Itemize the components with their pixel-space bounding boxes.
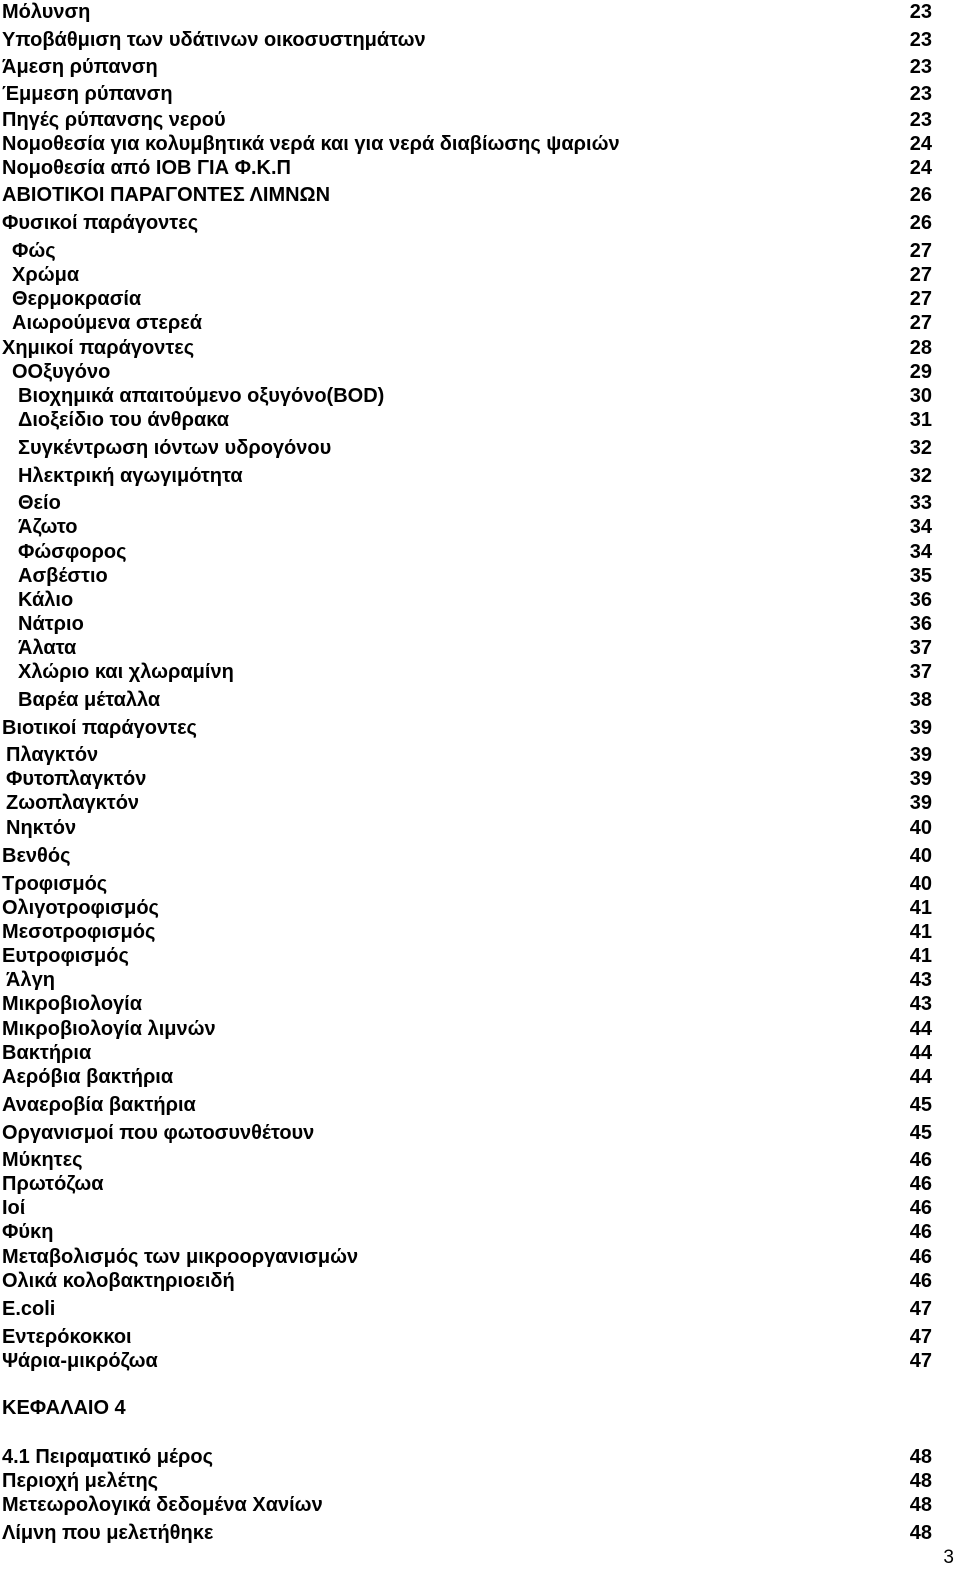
- toc-entry: [0, 844, 932, 868]
- toc-entry-page: 37: [909, 637, 932, 659]
- toc-entry-page: 27: [909, 264, 932, 286]
- toc-entry-page: 48: [909, 1470, 932, 1492]
- toc-entry-page: 23: [909, 1, 932, 23]
- toc-entry-page: 39: [909, 717, 932, 739]
- toc-entry-title: Μεσοτροφισμός: [2, 921, 156, 943]
- toc-entry: [0, 1349, 932, 1373]
- toc-entry-title: Τροφισμός: [2, 873, 108, 895]
- toc-entry-page: 33: [909, 492, 932, 514]
- toc-entry: [0, 816, 932, 840]
- toc-entry: [0, 211, 932, 235]
- toc-entry-title: Θερμοκρασία: [12, 288, 142, 310]
- toc-entry-title: Ηλεκτρική αγωγιμότητα: [18, 465, 243, 487]
- toc-entry: [0, 28, 932, 52]
- toc-entry-title: Φυσικοί παράγοντες: [2, 212, 199, 234]
- toc-entry-page: 43: [909, 993, 932, 1015]
- toc-entry-title: Βενθός: [2, 845, 71, 867]
- toc-entry-title: Κάλιο: [18, 589, 74, 611]
- toc-entry-title: Ευτροφισμός: [2, 945, 129, 967]
- toc-entry-page: 48: [909, 1494, 932, 1516]
- toc-entry-title: ΚΕΦΑΛΑΙΟ 4: [2, 1397, 126, 1419]
- toc-entry-page: 45: [909, 1094, 932, 1116]
- toc-entry-title: Ασβέστιο: [18, 565, 108, 587]
- toc-entry-page: 27: [909, 312, 932, 334]
- toc-entry: [0, 1093, 932, 1117]
- toc-entry: [0, 132, 932, 156]
- toc-entry-title: Διοξείδιο του άνθρακα: [18, 409, 230, 431]
- toc-entry-title: Νάτριο: [18, 613, 84, 635]
- toc-entry-title: ΑΒΙΟΤΙΚΟΙ ΠΑΡΑΓΟΝΤΕΣ ΛΙΜΝΩΝ: [2, 184, 331, 206]
- toc-entry: [0, 287, 932, 311]
- toc-entry-page: 36: [909, 613, 932, 635]
- toc-entry: [0, 1196, 932, 1220]
- toc-entry-title: Μετεωρολογικά δεδομένα Χανίων: [2, 1494, 323, 1516]
- toc-entry-page: 29: [909, 361, 932, 383]
- toc-entry: [0, 1245, 932, 1269]
- toc-entry-page: 23: [909, 83, 932, 105]
- toc-entry: [0, 564, 932, 588]
- toc-entry: [0, 1445, 932, 1469]
- toc-entry-page: 48: [909, 1522, 932, 1544]
- toc-entry: [0, 1065, 932, 1089]
- toc-entry-title: Υποβάθμιση των υδάτινων οικοσυστημάτων: [2, 29, 426, 51]
- page-number: 3: [943, 1547, 954, 1568]
- toc-entry: [0, 311, 932, 335]
- toc-entry: [0, 384, 932, 408]
- toc-entry: [0, 1469, 932, 1493]
- toc-entry-title: Χρώμα: [12, 264, 80, 286]
- toc-entry-page: 47: [909, 1326, 932, 1348]
- toc-entry: [0, 464, 932, 488]
- toc-entry: [0, 588, 932, 612]
- toc-entry-page: 45: [909, 1122, 932, 1144]
- toc-entry-title: Ψάρια-μικρόζωα: [2, 1350, 158, 1372]
- toc-entry-page: 30: [909, 385, 932, 407]
- toc-entry: [0, 1148, 932, 1172]
- toc-entry: [0, 688, 932, 712]
- toc-entry: [0, 1172, 932, 1196]
- toc-entry-title: Μικροβιολογία: [2, 993, 143, 1015]
- toc-entry-title: Λίμνη που μελετήθηκε: [2, 1522, 214, 1544]
- toc-entry: [0, 612, 932, 636]
- toc-entry: [0, 239, 932, 263]
- toc-entry-page: 36: [909, 589, 932, 611]
- toc-entry-title: Πηγές ρύπανσης νερού: [2, 109, 226, 131]
- toc-entry-page: 35: [909, 565, 932, 587]
- toc-entry-title: Βαρέα μέταλλα: [18, 689, 161, 711]
- toc-entry-page: 27: [909, 240, 932, 262]
- toc-entry-title: Άζωτο: [18, 516, 78, 538]
- toc-entry-page: 39: [909, 792, 932, 814]
- toc-entry-page: 46: [909, 1173, 932, 1195]
- toc-entry-page: 32: [909, 465, 932, 487]
- toc-entry-title: Άμεση ρύπανση: [2, 56, 158, 78]
- toc-entry: [0, 944, 932, 968]
- toc-entry: [0, 408, 932, 432]
- toc-entry-page: 41: [909, 921, 932, 943]
- toc-entry: [0, 491, 932, 515]
- toc-entry-title: Πλαγκτόν: [6, 744, 99, 766]
- toc-entry-page: 41: [909, 945, 932, 967]
- toc-entry-title: Φώσφορος: [18, 541, 127, 563]
- toc-entry-page: 24: [909, 157, 932, 179]
- toc-entry: [0, 1017, 932, 1041]
- toc-entry-title: Μύκητες: [2, 1149, 83, 1171]
- toc-entry-page: 44: [909, 1042, 932, 1064]
- toc-entry-page: 34: [909, 516, 932, 538]
- toc-entry: [0, 920, 932, 944]
- toc-entry: [0, 992, 932, 1016]
- toc-entry: [0, 743, 932, 767]
- toc-entry-page: 46: [909, 1221, 932, 1243]
- toc-entry-title: ΟΟξυγόνο: [12, 361, 111, 383]
- toc-entry: [0, 636, 932, 660]
- toc-entry: [0, 156, 932, 180]
- toc-entry-title: Εντερόκοκκοι: [2, 1326, 132, 1348]
- toc-entry: [0, 360, 932, 384]
- toc-entry-page: 31: [909, 409, 932, 431]
- toc-entry: [0, 716, 932, 740]
- toc-entry-page: 27: [909, 288, 932, 310]
- toc-entry-title: Νηκτόν: [6, 817, 77, 839]
- toc-entry-page: 34: [909, 541, 932, 563]
- toc-entry-title: Μεταβολισμός των μικροοργανισμών: [2, 1246, 359, 1268]
- toc-entry-title: Ιοί: [2, 1197, 26, 1219]
- toc-entry: [0, 1297, 932, 1321]
- toc-entry-title: Ολικά κολοβακτηριοειδή: [2, 1270, 235, 1292]
- toc-entry-page: 39: [909, 768, 932, 790]
- toc-entry-title: Άλγη: [6, 969, 55, 991]
- toc-entry: [0, 183, 932, 207]
- toc-entry-title: Βιοτικοί παράγοντες: [2, 717, 197, 739]
- toc-entry: [0, 336, 932, 360]
- toc-entry: [0, 896, 932, 920]
- toc-entry-page: 47: [909, 1298, 932, 1320]
- toc-entry: [0, 791, 932, 815]
- toc-entry: [0, 0, 932, 24]
- toc-entry-title: Αιωρούμενα στερεά: [12, 312, 203, 334]
- toc-entry: [0, 108, 932, 132]
- toc-entry-page: 38: [909, 689, 932, 711]
- toc-entry-title: Ζωοπλαγκτόν: [6, 792, 140, 814]
- toc-entry-title: Χημικοί παράγοντες: [2, 337, 195, 359]
- toc-entry: [0, 540, 932, 564]
- toc-entry-page: 46: [909, 1246, 932, 1268]
- toc-entry-page: 44: [909, 1018, 932, 1040]
- toc-entry-page: 46: [909, 1270, 932, 1292]
- toc-entry-title: Φύκη: [2, 1221, 54, 1243]
- toc-entry: [0, 767, 932, 791]
- toc-entry-title: Μόλυνση: [2, 1, 91, 23]
- toc-entry: [0, 1521, 932, 1545]
- toc-entry: [0, 872, 932, 896]
- toc-entry: [0, 436, 932, 460]
- toc-entry: [0, 1325, 932, 1349]
- toc-entry-title: Βακτήρια: [2, 1042, 92, 1064]
- toc-entry-title: Νομοθεσία από ΙΟΒ ΓΙΑ Φ.Κ.Π: [2, 157, 291, 179]
- toc-entry-page: 46: [909, 1149, 932, 1171]
- toc-entry-page: 32: [909, 437, 932, 459]
- toc-entry-title: 4.1 Πειραματικό μέρος: [2, 1446, 214, 1468]
- toc-entry-title: Μικροβιολογία λιμνών: [2, 1018, 216, 1040]
- toc-entry-title: Θείο: [18, 492, 61, 514]
- toc-entry-page: 48: [909, 1446, 932, 1468]
- toc-entry-title: Βιοχημικά απαιτούμενο οξυγόνο(BOD): [18, 385, 385, 407]
- toc-entry-page: 40: [909, 845, 932, 867]
- toc-entry-title: Περιοχή μελέτης: [2, 1470, 159, 1492]
- toc-entry-page: 44: [909, 1066, 932, 1088]
- toc-entry: [0, 1220, 932, 1244]
- toc-entry: [0, 1396, 932, 1420]
- toc-entry: [0, 1041, 932, 1065]
- toc-entry: [0, 1269, 932, 1293]
- toc-entry-title: E.coli: [2, 1298, 56, 1320]
- toc-entry-page: 26: [909, 212, 932, 234]
- toc-entry-page: 23: [909, 56, 932, 78]
- toc-entry-page: 39: [909, 744, 932, 766]
- toc-entry: [0, 1121, 932, 1145]
- toc-entry-title: Συγκέντρωση ιόντων υδρογόνου: [18, 437, 332, 459]
- toc-entry-page: 41: [909, 897, 932, 919]
- toc-entry: [0, 55, 932, 79]
- toc-entry-page: 37: [909, 661, 932, 683]
- toc-entry-page: 46: [909, 1197, 932, 1219]
- toc-entry: [0, 263, 932, 287]
- toc-entry-title: Άλατα: [18, 637, 77, 659]
- toc-entry-title: Αερόβια βακτήρια: [2, 1066, 174, 1088]
- toc-entry-page: 28: [909, 337, 932, 359]
- toc-entry-page: 47: [909, 1350, 932, 1372]
- toc-entry-title: Οργανισμοί που φωτοσυνθέτουν: [2, 1122, 315, 1144]
- toc-entry-title: Φώς: [12, 240, 56, 262]
- toc-entry-page: 23: [909, 109, 932, 131]
- toc-entry: [0, 1493, 932, 1517]
- toc-entry-page: 40: [909, 873, 932, 895]
- toc-entry-page: 23: [909, 29, 932, 51]
- toc-entry-title: Φυτοπλαγκτόν: [6, 768, 147, 790]
- toc-entry-title: Χλώριο και χλωραμίνη: [18, 661, 234, 683]
- toc-entry-page: 24: [909, 133, 932, 155]
- toc-entry-page: 43: [909, 969, 932, 991]
- toc-entry-title: Ολιγοτροφισμός: [2, 897, 159, 919]
- toc-entry-page: 40: [909, 817, 932, 839]
- toc-entry-title: Νομοθεσία για κολυμβητικά νερά και για νερά διαβίωσης ψαριών: [2, 133, 620, 155]
- toc-entry-page: 26: [909, 184, 932, 206]
- toc-entry: [0, 968, 932, 992]
- toc-entry: [0, 515, 932, 539]
- toc-entry: [0, 660, 932, 684]
- toc-entry-title: Έμμεση ρύπανση: [2, 83, 173, 105]
- toc-entry-title: Πρωτόζωα: [2, 1173, 104, 1195]
- toc-entry: [0, 82, 932, 106]
- toc-entry-title: Αναεροβία βακτήρια: [2, 1094, 196, 1116]
